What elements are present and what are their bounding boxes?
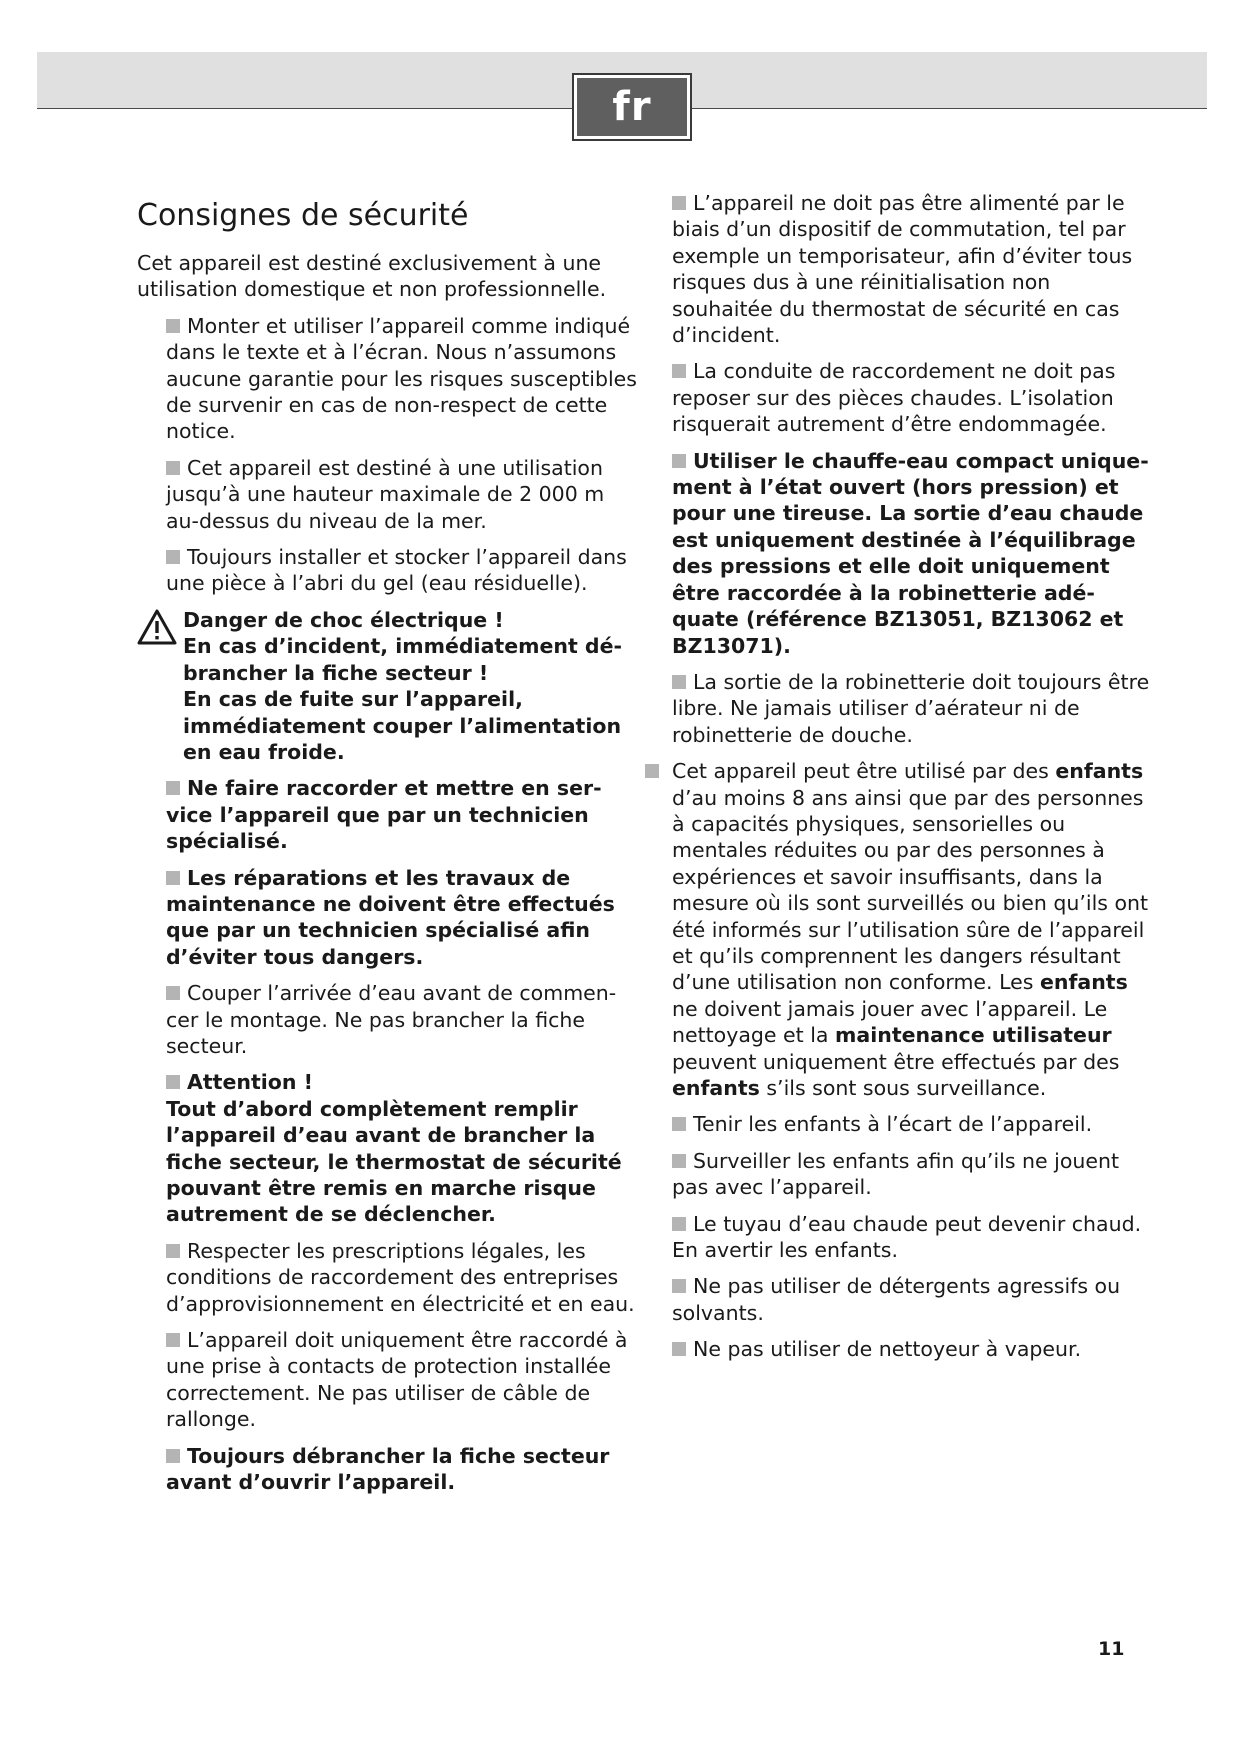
bullet-square-icon xyxy=(672,1279,686,1293)
list-item: Utiliser le chauffe-eau compact uniquement à l’état ouvert (hors pression) et pour une tireuse. La sortie d’eau chaude est uniquement destinée à l’équilibrage des pressions et elle doit uniquement être raccordée à la robinetterie adéquate (référence BZ13051, BZ13062 et BZ13071). xyxy=(672,448,1149,658)
list-item: Le tuyau d’eau chaude peut devenir chaud. En avertir les enfants. xyxy=(672,1211,1142,1263)
bullet-square-icon xyxy=(645,764,659,778)
bullet-square-icon xyxy=(166,1075,180,1089)
bullet-square-icon xyxy=(166,319,180,333)
bullet-square-icon xyxy=(672,1154,686,1168)
list-item: Ne faire raccorder et mettre en service l’appareil que par un technicien spécialisé. xyxy=(166,776,602,854)
attention-title: Attention ! xyxy=(187,1070,313,1095)
bullet-square-icon xyxy=(672,196,686,210)
bullet-square-icon xyxy=(672,1117,686,1131)
bullet-square-icon xyxy=(672,1342,686,1356)
danger-line: En cas d’incident, immédiatement débrancher la fiche secteur ! xyxy=(183,634,622,685)
page-number: 11 xyxy=(1098,1638,1125,1660)
list-item: Toujours débrancher la fiche secteur avant d’ouvrir l’appareil. xyxy=(166,1443,610,1495)
list-item: Tenir les enfants à l’écart de l’appareil. xyxy=(672,1111,1152,1137)
warning-triangle-icon xyxy=(137,609,177,645)
bullet-square-icon xyxy=(672,675,686,689)
bullet-square-icon xyxy=(166,1333,180,1347)
bullet-square-icon xyxy=(672,454,686,468)
attention-warning xyxy=(166,1069,637,1227)
list-item: Toujours installer et stocker l’appareil dans une pièce à l’abri du gel (eau résiduelle). xyxy=(166,545,627,596)
left-column xyxy=(137,190,637,1505)
list-item: Les réparations et les travaux de maintenance ne doivent être effectués que par un technicien spécialisé afin d’éviter tous dangers. xyxy=(166,865,615,969)
list-item: Cet appareil est destiné à une utilisation jusqu’à une hauteur maximale de 2 000 m au-dessus du niveau de la mer. xyxy=(166,455,605,533)
language-badge xyxy=(572,73,692,141)
page-title: Consignes de sécurité xyxy=(137,198,469,233)
list-item: L’appareil doit uniquement être raccordé à une prise à contacts de protection installée correctement. Ne pas utiliser de câble de rallonge. xyxy=(166,1328,628,1432)
list-item: La conduite de raccordement ne doit pas reposer sur des pièces chaudes. L’isolation risquerait autrement d’être endommagée. xyxy=(672,359,1116,437)
language-code: fr xyxy=(577,78,687,136)
bullet-square-icon xyxy=(166,550,180,564)
bullet-square-icon xyxy=(672,364,686,378)
bullet-square-icon xyxy=(166,1244,180,1258)
list-item: Surveiller les enfants afin qu’ils ne jouent pas avec l’appareil. xyxy=(672,1148,1120,1200)
danger-title: Danger de choc électrique ! xyxy=(183,607,504,632)
danger-warning xyxy=(183,607,637,765)
list-item: Couper l’arrivée d’eau avant de commencer le montage. Ne pas brancher la fiche secteur. xyxy=(166,981,617,1058)
bullet-square-icon xyxy=(166,781,180,795)
bullet-square-icon xyxy=(166,871,180,885)
list-item: Monter et utiliser l’appareil comme indiqué dans le texte et à l’écran. Nous n’assumons aucune garantie pour les risques susceptibles de survenir en cas de non-respect de cette notice. xyxy=(166,313,637,444)
bullet-square-icon xyxy=(166,1449,180,1463)
list-item: La sortie de la robinetterie doit toujours être libre. Ne jamais utiliser d’aérateur ni de robinetterie de douche. xyxy=(672,669,1150,747)
list-item: Respecter les prescriptions légales, les conditions de raccordement des entreprises d’approvisionnement en électricité et en eau. xyxy=(166,1238,635,1316)
bullet-square-icon xyxy=(166,461,180,475)
danger-line: En cas de fuite sur l’appareil, immédiatement couper l’alimentation en eau froide. xyxy=(183,687,622,764)
intro-paragraph: Cet appareil est destiné exclusivement à une utilisation domestique et non professionnelle. xyxy=(137,251,607,302)
list-item: Ne pas utiliser de nettoyeur à vapeur. xyxy=(672,1336,1152,1362)
bullet-square-icon xyxy=(166,986,180,1000)
bullet-square-icon xyxy=(672,1217,686,1231)
right-column xyxy=(672,190,1152,1373)
children-safety-paragraph: Cet appareil peut être utilisé par des enfants d’au moins 8 ans ainsi que par des personnes à capacités physiques, sensorielles ou mentales réduites ou par des personnes à expériences et savoir insuffisants, dans la mesure où ils sont surveillés ou bien qu’ils ont été informés sur l’utilisation sûre de l’appareil et qu’ils comprennent les dangers résultant d’une utilisation non conforme. Les enfants ne doivent jamais jouer avec l’appareil. Le nettoyage et la maintenance utilisateur peuvent uniquement être effectués par des enfants s’ils sont sous surveillance. xyxy=(672,758,1152,1101)
list-item: Ne pas utiliser de détergents agressifs ou solvants. xyxy=(672,1274,1121,1325)
list-item: L’appareil ne doit pas être alimenté par le biais d’un dispositif de commutation, tel par exemple un temporisateur, afin d’éviter tous risques dus à une réinitialisation non souhaitée du thermostat de sécurité en cas d’incident. xyxy=(672,191,1133,348)
attention-text: Tout d’abord complètement remplir l’appareil d’eau avant de brancher la fiche secteur, le thermostat de sécurité pouvant être remis en marche risque autrement de se déclencher. xyxy=(166,1096,622,1227)
